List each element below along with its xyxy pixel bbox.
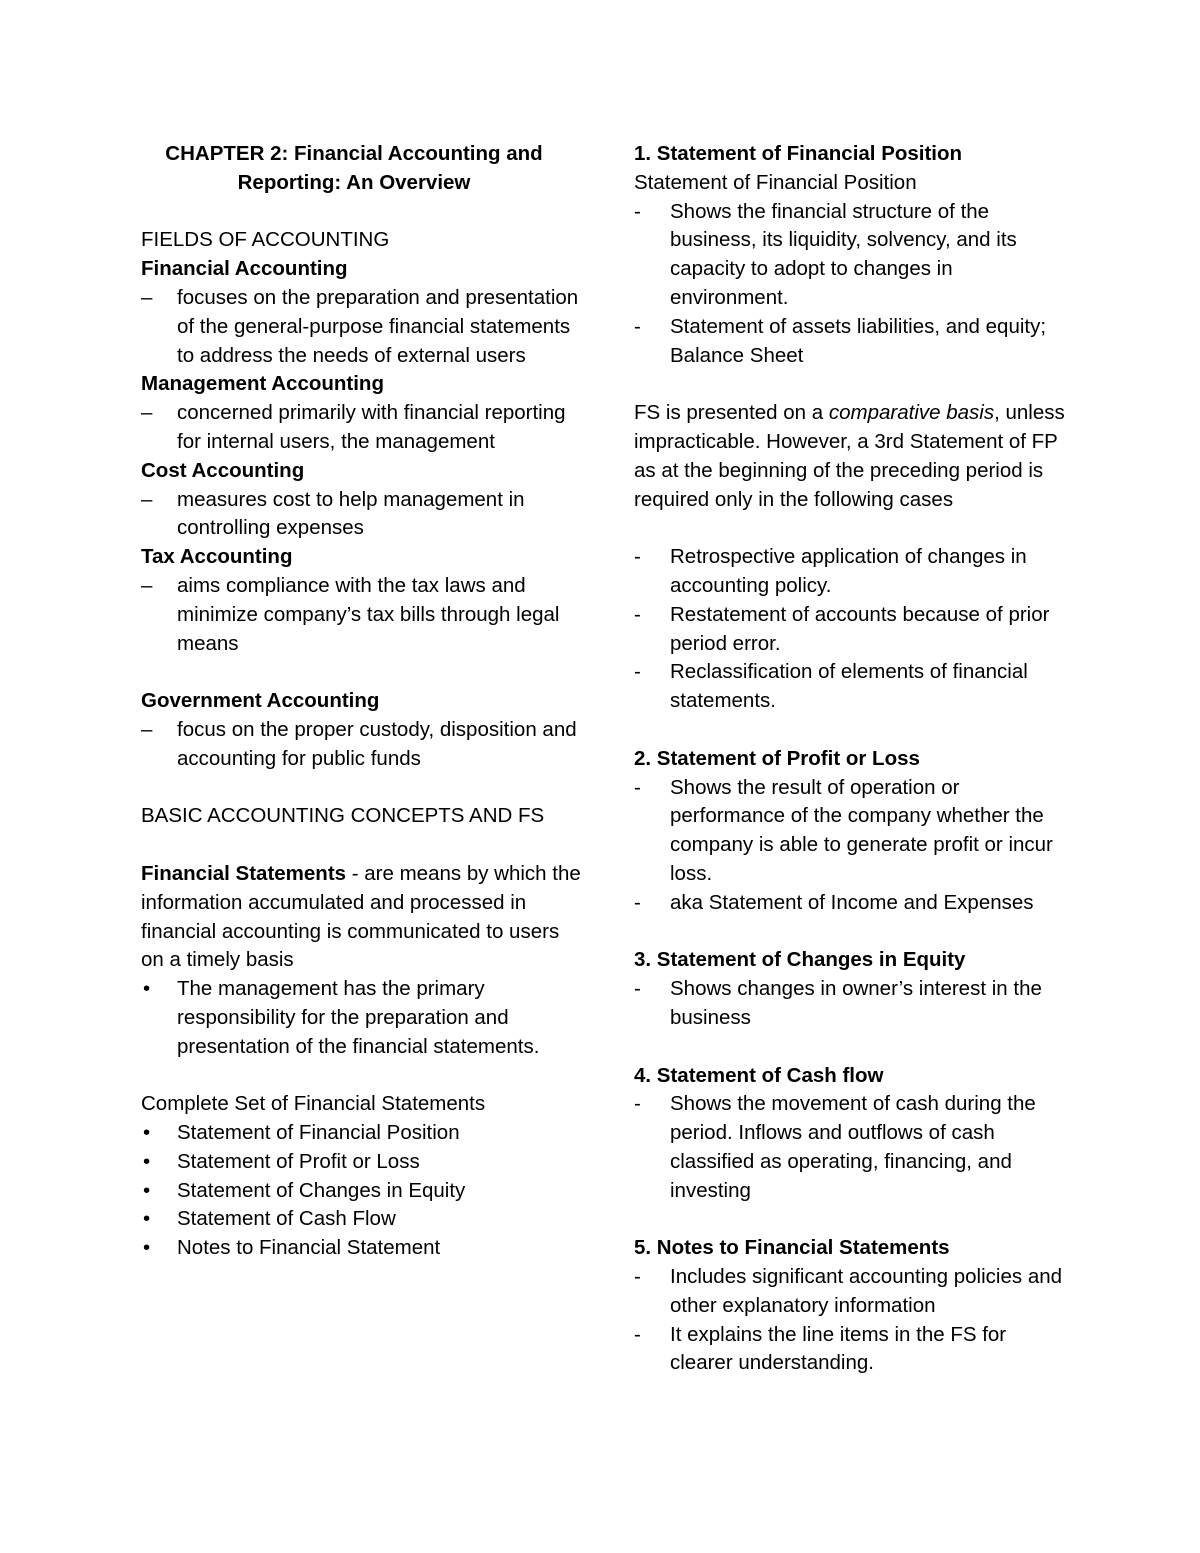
hyphen-marker: - (634, 1092, 641, 1116)
field-name: Cost Accounting (141, 458, 305, 482)
list-item (634, 658, 1074, 716)
list-item (634, 1090, 1074, 1205)
list-item (141, 1177, 581, 1206)
list-item (634, 1263, 1074, 1321)
field-name: Management Accounting (141, 372, 384, 396)
comparative-paragraph (634, 399, 1074, 514)
section-heading: 1. Statement of Financial Position (634, 142, 963, 165)
list-item (141, 716, 581, 774)
item-text: Includes significant accounting policies and other explanatory information (670, 1265, 1063, 1317)
section-heading: 4. Statement of Cash flow (634, 1063, 884, 1087)
list-item (634, 198, 1074, 313)
hyphen-marker: - (634, 660, 641, 684)
list-item (141, 1205, 581, 1234)
item-text: Restatement of accounts because of prior period error. (670, 602, 1050, 655)
list-item (634, 313, 1074, 371)
bullet-marker: • (143, 1236, 151, 1260)
hyphen-marker: - (634, 314, 641, 338)
field-name: Government Accounting (141, 689, 380, 713)
item-text: Reclassification of elements of financial statements. (670, 660, 1028, 713)
item-text: Shows the movement of cash during the period. Inflows and outflows of cash classified as operating, financing, and investing (670, 1092, 1036, 1202)
list-item (634, 889, 1074, 918)
fs-definition-paragraph (141, 860, 581, 975)
hyphen-marker: - (634, 1265, 641, 1289)
bullet-marker: • (143, 1178, 151, 1202)
dash-marker: – (141, 573, 153, 597)
comparative-text: FS is presented on a (634, 401, 829, 425)
hyphen-marker: - (634, 545, 641, 569)
bullet-marker: • (143, 1207, 151, 1231)
complete-set-heading: Complete Set of Financial Statements (141, 1092, 486, 1116)
complete-set-item: Statement of Financial Position (177, 1121, 460, 1145)
bullet-marker: • (143, 1121, 151, 1145)
complete-set-item: Statement of Cash Flow (177, 1207, 396, 1231)
dash-marker: – (141, 401, 153, 425)
complete-set-item: Statement of Profit or Loss (177, 1149, 420, 1173)
list-item (634, 774, 1074, 889)
item-text: Shows the result of operation or performance of the company whether the company is able to generate profit or incur loss. (670, 775, 1053, 885)
list-item (141, 399, 581, 457)
chapter-title: CHAPTER 2: Financial Accounting and Reporting: An Overview (165, 142, 543, 194)
hyphen-marker: - (634, 199, 641, 223)
fs-definition: - are means by which the information accumulated and processed in financial accounting is communicated to users on a timely basis (141, 861, 581, 972)
fs-term: Financial Statements (141, 861, 347, 885)
list-item (634, 601, 1074, 659)
hyphen-marker: - (634, 890, 641, 914)
field-description: focus on the proper custody, disposition and accounting for public funds (177, 717, 577, 770)
dash-marker: – (141, 487, 153, 511)
item-text: Shows changes in owner’s interest in the business (670, 977, 1042, 1029)
dash-marker: – (141, 717, 153, 741)
section-heading: 2. Statement of Profit or Loss (634, 746, 920, 770)
field-description: focuses on the preparation and presentation of the general-purpose financial statements to address the needs of external users (177, 285, 579, 367)
hyphen-marker: - (634, 775, 641, 799)
list-item (634, 1321, 1074, 1379)
field-name: Financial Accounting (141, 257, 348, 281)
item-text: aka Statement of Income and Expenses (670, 890, 1034, 914)
hyphen-marker: - (634, 1322, 641, 1346)
comparative-emphasis: comparative basis (828, 401, 995, 425)
hyphen-marker: - (634, 977, 641, 1001)
list-item (141, 1148, 581, 1177)
right-column (634, 140, 1074, 1378)
bullet-marker: • (143, 977, 151, 1001)
item-text: Retrospective application of changes in accounting policy. (670, 545, 1027, 597)
basic-concepts-heading: BASIC ACCOUNTING CONCEPTS AND FS (141, 804, 545, 828)
list-item (141, 1119, 581, 1148)
list-item (141, 284, 581, 370)
field-description: aims compliance with the tax laws and minimize company’s tax bills through legal means (177, 573, 560, 655)
list-item (634, 975, 1074, 1033)
section-heading: 3. Statement of Changes in Equity (634, 948, 966, 972)
field-name: Tax Accounting (141, 545, 293, 569)
field-description: measures cost to help management in controlling expenses (177, 487, 525, 540)
bullet-marker: • (143, 1149, 151, 1173)
field-description: concerned primarily with financial reporting for internal users, the management (177, 401, 566, 453)
fields-heading: FIELDS OF ACCOUNTING (141, 228, 390, 252)
item-text: Shows the financial structure of the business, its liquidity, solvency, and its capacity to adopt to changes in environment. (670, 199, 1017, 309)
section-heading: 5. Notes to Financial Statements (634, 1236, 950, 1260)
list-item (141, 975, 581, 1061)
complete-set-item: Statement of Changes in Equity (177, 1178, 466, 1202)
complete-set-item: Notes to Financial Statement (177, 1236, 441, 1260)
section-subheading: Statement of Financial Position (634, 170, 917, 194)
item-text: Statement of assets liabilities, and equity; Balance Sheet (670, 314, 1047, 367)
comparative-text: , unless impracticable. However, a 3rd Statement of FP as at the beginning of the preceding period is required only in the following cases (634, 401, 1065, 511)
dash-marker: – (141, 285, 153, 309)
list-item (141, 1234, 581, 1263)
list-item (634, 543, 1074, 601)
hyphen-marker: - (634, 602, 641, 626)
item-text: It explains the line items in the FS for clearer understanding. (670, 1322, 1007, 1375)
left-column (141, 140, 581, 1263)
list-item (141, 486, 581, 544)
list-item (141, 572, 581, 658)
fs-bullet-text: The management has the primary responsibility for the preparation and presentation of the financial statements. (177, 977, 540, 1058)
